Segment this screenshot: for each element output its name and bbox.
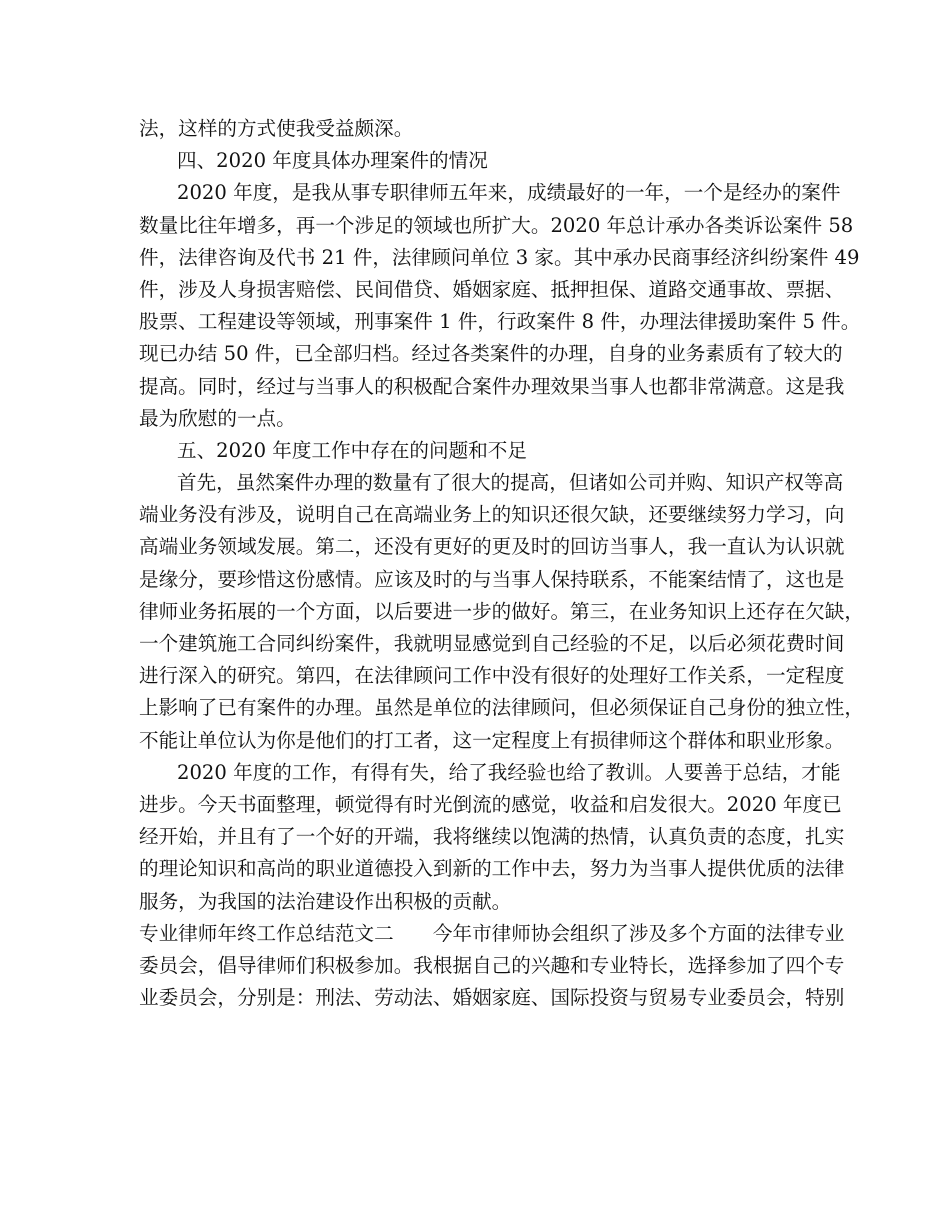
text-line: 不能让单位认为你是他们的打工者，这一定程度上有损律师这个群体和职业形象。 <box>139 728 845 752</box>
text-line: 2020 年度的工作，有得有失，给了我经验也给了教训。人要善于总结，才能 <box>177 760 841 784</box>
text-line: 件，涉及人身损害赔偿、民间借贷、婚姻家庭、抵押担保、道路交通事故、票据、 <box>139 277 845 301</box>
text-line: 经开始，并且有了一个好的开端，我将继续以饱满的热情，认真负责的态度，扎实 <box>139 825 845 849</box>
text-line: 是缘分，要珍惜这份感情。应该及时的与当事人保持联系，不能案结情了，这也是 <box>139 567 845 591</box>
text-line: 进步。今天书面整理，顿觉得有时光倒流的感觉，收益和启发很大。2020 年度已 <box>139 792 842 816</box>
text-line: 专业律师年终工作总结范文二 今年市律师协会组织了涉及多个方面的法律专业 <box>139 921 845 945</box>
text-line: 委员会，倡导律师们积极参加。我根据自己的兴趣和专业特长，选择参加了四个专 <box>139 953 845 977</box>
text-line: 提高。同时，经过与当事人的积极配合案件办理效果当事人也都非常满意。这是我 <box>139 374 845 398</box>
text-line: 法，这样的方式使我受益颇深。 <box>139 117 414 140</box>
text-line: 服务，为我国的法治建设作出积极的贡献。 <box>139 889 512 913</box>
text-line: 现已办结 50 件，已全部归档。经过各类案件的办理，自身的业务素质有了较大的 <box>139 342 843 366</box>
text-line: 律师业务拓展的一个方面，以后要进一步的做好。第三，在业务知识上还存在欠缺， <box>139 599 864 623</box>
text-line: 端业务没有涉及，说明自己在高端业务上的知识还很欠缺，还要继续努力学习，向 <box>139 503 845 527</box>
text-line: 的理论知识和高尚的职业道德投入到新的工作中去，努力为当事人提供优质的法律 <box>139 857 845 881</box>
text-line: 上影响了已有案件的办理。虽然是单位的法律顾问，但必须保证自己身份的独立性， <box>139 696 864 720</box>
text-line: 最为欣慰的一点。 <box>139 406 296 430</box>
text-line: 数量比往年增多，再一个涉足的领域也所扩大。2020 年总计承办各类诉讼案件 58 <box>139 213 854 237</box>
text-line: 高端业务领域发展。第二，还没有更好的更及时的回访当事人，我一直认为认识就 <box>139 535 845 559</box>
section-heading: 四、2020 年度具体办理案件的情况 <box>177 149 488 173</box>
text-line: 股票、工程建设等领域，刑事案件 1 件，行政案件 8 件，办理法律援助案件 5 件。 <box>139 310 861 334</box>
text-line: 进行深入的研究。第四，在法律顾问工作中没有很好的处理好工作关系，一定程度 <box>139 664 845 688</box>
text-line: 一个建筑施工合同纠纷案件，我就明显感觉到自己经验的不足，以后必须花费时间 <box>139 632 845 655</box>
text-line: 业委员会，分别是：刑法、劳动法、婚姻家庭、国际投资与贸易专业委员会，特别 <box>139 986 845 1010</box>
text-line: 件，法律咨询及代书 21 件，法律顾问单位 3 家。其中承办民商事经济纠纷案件 49 <box>139 245 860 269</box>
section-heading: 五、2020 年度工作中存在的问题和不足 <box>177 438 527 462</box>
document-body <box>139 113 864 1014</box>
text-line: 首先，虽然案件办理的数量有了很大的提高，但诸如公司并购、知识产权等高 <box>177 471 844 495</box>
text-line: 2020 年度，是我从事专职律师五年来，成绩最好的一年，一个是经办的案件 <box>177 181 841 205</box>
